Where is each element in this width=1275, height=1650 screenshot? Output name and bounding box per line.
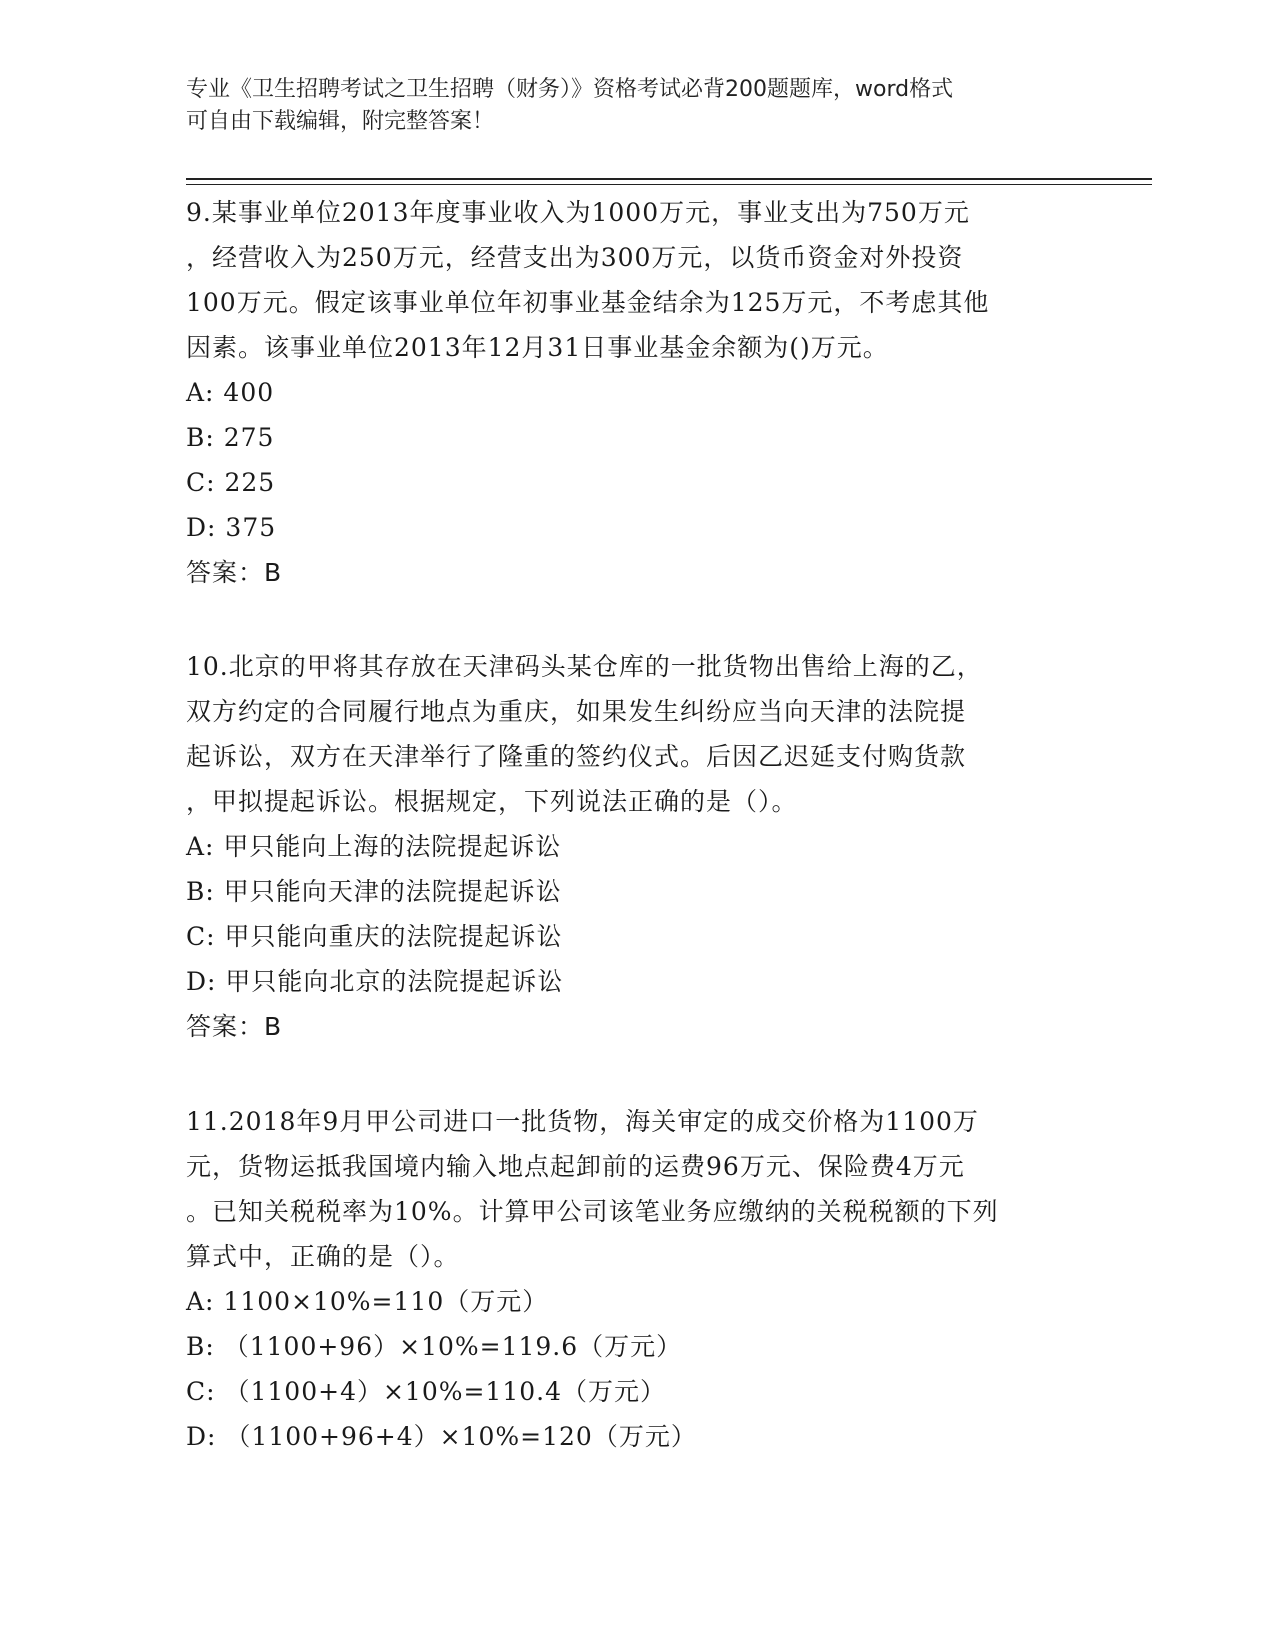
header-divider (186, 178, 1152, 180)
question-text: 10.北京的甲将其存放在天津码头某仓库的一批货物出售给上海的乙， (186, 652, 983, 681)
question-10 (186, 644, 1086, 1049)
question-text: 因素。该事业单位2013年12月31日事业基金余额为()万元。 (186, 333, 889, 362)
question-text: 元，货物运抵我国境内输入地点起卸前的运费96万元、保险费4万元 (186, 1152, 965, 1181)
document-header (186, 74, 1066, 138)
option-b: B: 甲只能向天津的法院提起诉讼 (186, 877, 562, 906)
question-text: 双方约定的合同履行地点为重庆，如果发生纠纷应当向天津的法院提 (186, 697, 967, 726)
header-line-2: 可自由下载编辑，附完整答案！ (186, 109, 495, 134)
question-text: ，经营收入为250万元，经营支出为300万元，以货币资金对外投资 (186, 243, 964, 272)
option-a: A: 甲只能向上海的法院提起诉讼 (186, 832, 562, 861)
question-text: 100万元。假定该事业单位年初事业基金结余为125万元，不考虑其他 (186, 288, 990, 317)
option-c: C: （1100+4）×10%=110.4（万元） (186, 1377, 667, 1406)
option-a: A: 1100×10%=110（万元） (186, 1287, 549, 1316)
option-d: D: （1100+96+4）×10%=120（万元） (186, 1422, 697, 1451)
header-divider-thin (186, 184, 1152, 185)
question-text: 。已知关税税率为10%。计算甲公司该笔业务应缴纳的关税税额的下列 (186, 1197, 999, 1226)
header-line-1: 专业《卫生招聘考试之卫生招聘（财务）》资格考试必背200题题库，word格式 (186, 77, 954, 102)
question-text: 9.某事业单位2013年度事业收入为1000万元，事业支出为750万元 (186, 198, 970, 227)
question-text: 起诉讼，双方在天津举行了隆重的签约仪式。后因乙迟延支付购货款 (186, 742, 967, 771)
option-d: D: 375 (186, 513, 277, 542)
answer: 答案：B (186, 558, 283, 587)
question-text: 11.2018年9月甲公司进口一批货物，海关审定的成交价格为1100万 (186, 1107, 979, 1136)
option-b: B: 275 (186, 423, 275, 452)
question-text: 算式中，正确的是（）。 (186, 1242, 460, 1271)
question-text: ，甲拟提起诉讼。根据规定，下列说法正确的是（）。 (186, 787, 798, 816)
option-a: A: 400 (186, 378, 275, 407)
question-9 (186, 190, 1086, 595)
option-c: C: 225 (186, 468, 276, 497)
question-11 (186, 1099, 1086, 1459)
option-d: D: 甲只能向北京的法院提起诉讼 (186, 967, 564, 996)
option-c: C: 甲只能向重庆的法院提起诉讼 (186, 922, 563, 951)
option-b: B: （1100+96）×10%=119.6（万元） (186, 1332, 683, 1361)
answer: 答案：B (186, 1012, 283, 1041)
